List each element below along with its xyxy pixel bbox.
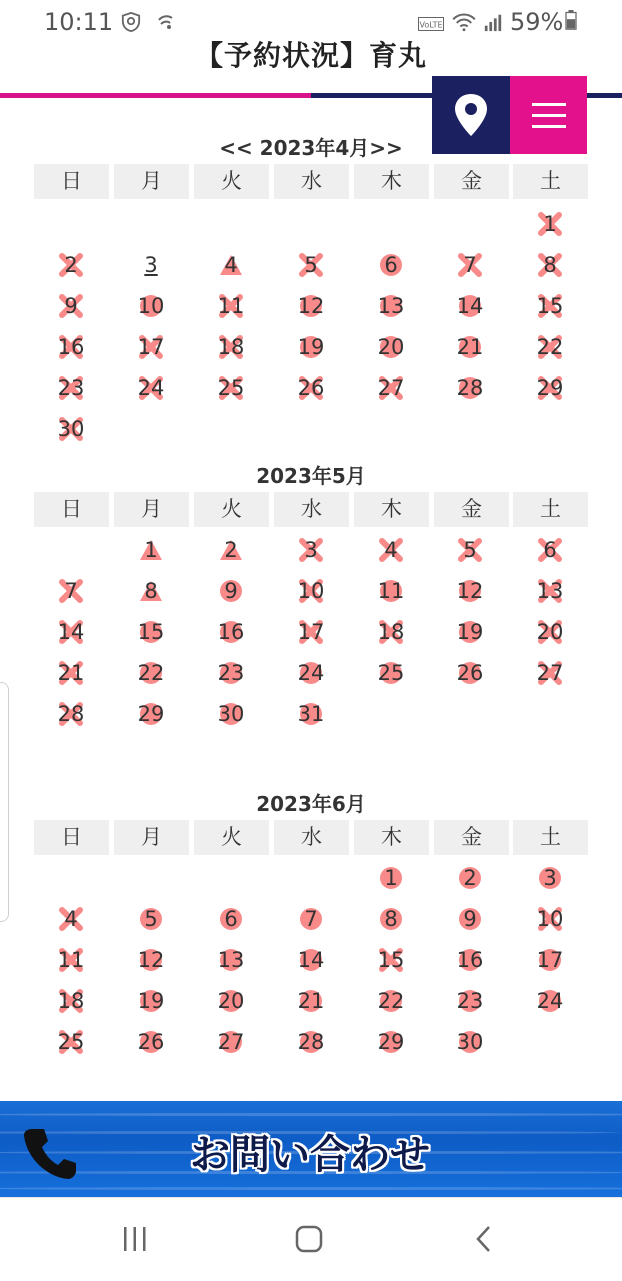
calendar-day[interactable] bbox=[450, 657, 490, 689]
calendar-day[interactable] bbox=[291, 249, 331, 281]
day-number: 1 bbox=[144, 538, 158, 562]
calendar-day[interactable] bbox=[291, 290, 331, 322]
battery-percent: 59% bbox=[510, 8, 564, 36]
calendar-day[interactable] bbox=[450, 575, 490, 607]
day-number: 11 bbox=[57, 948, 85, 972]
day-number: 15 bbox=[536, 294, 564, 318]
weekday-header: 水 bbox=[274, 492, 349, 527]
day-number: 13 bbox=[217, 948, 245, 972]
day-number: 26 bbox=[456, 661, 484, 685]
calendar-day[interactable] bbox=[51, 249, 91, 281]
day-number: 16 bbox=[217, 620, 245, 644]
day-number: 7 bbox=[463, 253, 477, 277]
day-number: 20 bbox=[217, 989, 245, 1013]
weekday-header: 木 bbox=[354, 164, 429, 199]
day-number: 1 bbox=[384, 866, 398, 890]
day-number: 22 bbox=[137, 661, 165, 685]
weekday-header: 木 bbox=[354, 492, 429, 527]
calendar-day[interactable] bbox=[291, 1026, 331, 1058]
calendar-day[interactable] bbox=[371, 534, 411, 566]
weekday-header: 日 bbox=[34, 820, 109, 855]
calendar-day[interactable] bbox=[291, 698, 331, 730]
calendar-day[interactable] bbox=[51, 616, 91, 648]
day-number: 2 bbox=[463, 866, 477, 890]
day-number: 20 bbox=[536, 620, 564, 644]
weekday-header: 水 bbox=[274, 164, 349, 199]
weekday-header: 月 bbox=[114, 820, 189, 855]
calendar-day[interactable] bbox=[131, 657, 171, 689]
calendar-day[interactable] bbox=[51, 372, 91, 404]
day-number: 17 bbox=[536, 948, 564, 972]
calendar-day[interactable] bbox=[51, 698, 91, 730]
day-number: 26 bbox=[137, 1030, 165, 1054]
day-number: 3 bbox=[543, 866, 557, 890]
calendar-day[interactable] bbox=[51, 1026, 91, 1058]
calendar-day[interactable] bbox=[131, 698, 171, 730]
calendar-day[interactable] bbox=[131, 1026, 171, 1058]
day-number: 14 bbox=[456, 294, 484, 318]
day-number: 29 bbox=[536, 376, 564, 400]
day-number: 3 bbox=[304, 538, 318, 562]
day-number: 2 bbox=[64, 253, 78, 277]
contact-banner[interactable] bbox=[0, 1101, 622, 1197]
calendar-day[interactable] bbox=[450, 1026, 490, 1058]
calendar-day[interactable] bbox=[530, 616, 570, 648]
day-number: 30 bbox=[217, 702, 245, 726]
calendar-day[interactable] bbox=[211, 698, 251, 730]
day-number: 13 bbox=[536, 579, 564, 603]
calendar-day[interactable] bbox=[131, 616, 171, 648]
weekday-header: 月 bbox=[114, 492, 189, 527]
calendar-day[interactable] bbox=[291, 985, 331, 1017]
day-number: 27 bbox=[536, 661, 564, 685]
day-number: 11 bbox=[217, 294, 245, 318]
day-number: 25 bbox=[57, 1030, 85, 1054]
page-title: 【予約状況】育丸 bbox=[194, 39, 427, 72]
calendar-day[interactable] bbox=[51, 290, 91, 322]
calendar-day[interactable] bbox=[291, 903, 331, 935]
calendar-day[interactable] bbox=[530, 331, 570, 363]
day-number: 24 bbox=[137, 376, 165, 400]
weekday-header: 土 bbox=[513, 820, 588, 855]
day-number: 23 bbox=[217, 661, 245, 685]
calendar-day[interactable] bbox=[530, 575, 570, 607]
calendar-day[interactable] bbox=[291, 944, 331, 976]
calendar-day[interactable] bbox=[211, 575, 251, 607]
day-number: 14 bbox=[297, 948, 325, 972]
calendar-day[interactable] bbox=[211, 1026, 251, 1058]
day-number: 24 bbox=[297, 661, 325, 685]
calendar-day[interactable] bbox=[450, 862, 490, 894]
day-number: 8 bbox=[144, 579, 158, 603]
calendar-day[interactable] bbox=[211, 616, 251, 648]
system-nav-bar bbox=[0, 1197, 622, 1281]
status-time: 10:11 bbox=[44, 8, 114, 36]
calendar-day[interactable] bbox=[51, 944, 91, 976]
calendar-day[interactable] bbox=[371, 1026, 411, 1058]
day-number: 5 bbox=[304, 253, 318, 277]
calendar-day[interactable] bbox=[291, 534, 331, 566]
day-number: 16 bbox=[57, 335, 85, 359]
header-stripe-pink bbox=[0, 93, 311, 98]
calendar-day[interactable] bbox=[530, 862, 570, 894]
weekday-header: 日 bbox=[34, 492, 109, 527]
day-number: 9 bbox=[463, 907, 477, 931]
day-number: 17 bbox=[297, 620, 325, 644]
weekday-header: 木 bbox=[354, 820, 429, 855]
day-number: 27 bbox=[377, 376, 405, 400]
calendar-day[interactable] bbox=[530, 290, 570, 322]
calendar-day[interactable] bbox=[211, 657, 251, 689]
calendar-day[interactable] bbox=[131, 903, 171, 935]
back-icon[interactable] bbox=[470, 1224, 500, 1254]
day-number: 14 bbox=[57, 620, 85, 644]
weekday-header: 火 bbox=[194, 164, 269, 199]
recents-icon[interactable] bbox=[120, 1224, 150, 1254]
day-number: 7 bbox=[304, 907, 318, 931]
calendar-day[interactable] bbox=[131, 575, 171, 607]
day-number: 20 bbox=[377, 335, 405, 359]
calendar-day[interactable] bbox=[371, 944, 411, 976]
day-number: 28 bbox=[57, 702, 85, 726]
weekday-header: 火 bbox=[194, 492, 269, 527]
calendar-day[interactable] bbox=[371, 290, 411, 322]
day-number: 28 bbox=[297, 1030, 325, 1054]
day-number: 1 bbox=[543, 212, 557, 236]
calendar-day[interactable] bbox=[211, 290, 251, 322]
calendar-day[interactable] bbox=[131, 372, 171, 404]
call-forward-icon bbox=[156, 12, 176, 32]
day-number: 28 bbox=[456, 376, 484, 400]
calendar-day[interactable] bbox=[211, 372, 251, 404]
phone-icon bbox=[22, 1125, 78, 1181]
day-number: 5 bbox=[463, 538, 477, 562]
calendar-day[interactable] bbox=[450, 534, 490, 566]
calendar-day[interactable] bbox=[530, 944, 570, 976]
weekday-header: 月 bbox=[114, 164, 189, 199]
calendar-day[interactable] bbox=[291, 575, 331, 607]
calendar-day[interactable] bbox=[131, 985, 171, 1017]
weekday-header: 金 bbox=[434, 164, 509, 199]
home-icon[interactable] bbox=[294, 1224, 324, 1254]
weekday-header: 水 bbox=[274, 820, 349, 855]
calendar-day[interactable] bbox=[530, 903, 570, 935]
calendar-day[interactable] bbox=[371, 657, 411, 689]
day-number: 18 bbox=[217, 335, 245, 359]
calendar-day[interactable] bbox=[51, 903, 91, 935]
day-number: 18 bbox=[57, 989, 85, 1013]
weekday-header: 土 bbox=[513, 492, 588, 527]
calendar-day[interactable] bbox=[51, 575, 91, 607]
month-title: 2023年5月 bbox=[256, 464, 366, 488]
calendar-day[interactable] bbox=[371, 903, 411, 935]
calendar-day[interactable] bbox=[530, 249, 570, 281]
day-number: 29 bbox=[377, 1030, 405, 1054]
calendar-day[interactable] bbox=[211, 249, 251, 281]
calendar-day[interactable] bbox=[530, 372, 570, 404]
calendar-day[interactable] bbox=[530, 534, 570, 566]
day-number: 17 bbox=[137, 335, 165, 359]
day-number: 23 bbox=[456, 989, 484, 1013]
calendar-day[interactable] bbox=[291, 331, 331, 363]
day-number: 2 bbox=[224, 538, 238, 562]
calendar-day[interactable] bbox=[450, 985, 490, 1017]
day-number: 6 bbox=[224, 907, 238, 931]
day-number: 8 bbox=[543, 253, 557, 277]
month-title[interactable]: << 2023年4月>> bbox=[219, 136, 403, 160]
day-number: 22 bbox=[536, 335, 564, 359]
hamburger-icon bbox=[532, 103, 566, 106]
calendar-day[interactable] bbox=[291, 616, 331, 648]
day-number: 21 bbox=[297, 989, 325, 1013]
day-number: 21 bbox=[456, 335, 484, 359]
contact-label: お問い合わせ bbox=[190, 1132, 430, 1178]
day-number: 24 bbox=[536, 989, 564, 1013]
day-number: 3 bbox=[144, 253, 158, 277]
day-number: 4 bbox=[224, 253, 238, 277]
day-number: 21 bbox=[57, 661, 85, 685]
calendar-day[interactable] bbox=[450, 616, 490, 648]
weekday-header: 日 bbox=[34, 164, 109, 199]
day-number: 4 bbox=[384, 538, 398, 562]
day-number: 10 bbox=[297, 579, 325, 603]
day-number: 30 bbox=[456, 1030, 484, 1054]
day-number: 9 bbox=[64, 294, 78, 318]
volte-icon bbox=[418, 14, 444, 34]
day-number: 6 bbox=[543, 538, 557, 562]
calendar-day[interactable] bbox=[530, 657, 570, 689]
calendar-day[interactable] bbox=[371, 372, 411, 404]
day-number: 4 bbox=[64, 907, 78, 931]
day-number: 5 bbox=[144, 907, 158, 931]
calendar-day[interactable] bbox=[131, 331, 171, 363]
day-number: 13 bbox=[377, 294, 405, 318]
shield-icon bbox=[120, 12, 142, 32]
calendar-day[interactable] bbox=[371, 862, 411, 894]
weekday-header: 火 bbox=[194, 820, 269, 855]
calendar-day[interactable] bbox=[131, 249, 171, 281]
signal-icon bbox=[482, 12, 504, 32]
weekday-header: 土 bbox=[513, 164, 588, 199]
day-number: 25 bbox=[217, 376, 245, 400]
weekday-header: 金 bbox=[434, 820, 509, 855]
calendar-day[interactable] bbox=[131, 944, 171, 976]
day-number: 9 bbox=[224, 579, 238, 603]
calendar-day[interactable] bbox=[211, 534, 251, 566]
day-number: 8 bbox=[384, 907, 398, 931]
calendar-day[interactable] bbox=[450, 372, 490, 404]
calendar-day[interactable] bbox=[131, 534, 171, 566]
calendar-day[interactable] bbox=[450, 249, 490, 281]
day-number: 16 bbox=[456, 948, 484, 972]
svg-text:VoLTE: VoLTE bbox=[419, 20, 443, 30]
day-number: 15 bbox=[377, 948, 405, 972]
calendar-day[interactable] bbox=[530, 208, 570, 240]
weekday-header: 金 bbox=[434, 492, 509, 527]
calendar-day[interactable] bbox=[131, 290, 171, 322]
day-number: 31 bbox=[297, 702, 325, 726]
calendar-day[interactable] bbox=[291, 372, 331, 404]
calendar-day[interactable] bbox=[450, 290, 490, 322]
day-number: 27 bbox=[217, 1030, 245, 1054]
day-number: 19 bbox=[297, 335, 325, 359]
edge-panel-handle[interactable] bbox=[0, 682, 9, 922]
day-number: 12 bbox=[456, 579, 484, 603]
day-number: 18 bbox=[377, 620, 405, 644]
day-number: 26 bbox=[297, 376, 325, 400]
calendar-day[interactable] bbox=[51, 985, 91, 1017]
day-number: 10 bbox=[137, 294, 165, 318]
calendar-day[interactable] bbox=[211, 331, 251, 363]
calendar-day[interactable] bbox=[450, 331, 490, 363]
calendar-day[interactable] bbox=[211, 903, 251, 935]
calendar-day[interactable] bbox=[371, 575, 411, 607]
calendar-day[interactable] bbox=[51, 657, 91, 689]
calendar-day[interactable] bbox=[450, 903, 490, 935]
calendar-day[interactable] bbox=[51, 331, 91, 363]
battery-icon bbox=[564, 10, 578, 30]
day-number: 22 bbox=[377, 989, 405, 1013]
calendar-day[interactable] bbox=[530, 985, 570, 1017]
wifi-icon bbox=[450, 12, 478, 32]
calendar-day[interactable] bbox=[211, 985, 251, 1017]
calendar-day[interactable] bbox=[211, 944, 251, 976]
day-number: 15 bbox=[137, 620, 165, 644]
day-number: 11 bbox=[377, 579, 405, 603]
day-number: 6 bbox=[384, 253, 398, 277]
day-number: 7 bbox=[64, 579, 78, 603]
calendar-day[interactable] bbox=[51, 413, 91, 445]
day-number: 25 bbox=[377, 661, 405, 685]
calendar-day[interactable] bbox=[291, 657, 331, 689]
day-number: 10 bbox=[536, 907, 564, 931]
calendar-day[interactable] bbox=[371, 616, 411, 648]
day-number: 12 bbox=[137, 948, 165, 972]
day-number: 29 bbox=[137, 702, 165, 726]
calendar-day[interactable] bbox=[450, 944, 490, 976]
month-title: 2023年6月 bbox=[256, 792, 366, 816]
day-number: 12 bbox=[297, 294, 325, 318]
day-number: 30 bbox=[57, 417, 85, 441]
calendar-day[interactable] bbox=[371, 249, 411, 281]
day-number: 23 bbox=[57, 376, 85, 400]
calendar-day[interactable] bbox=[371, 985, 411, 1017]
calendar-day[interactable] bbox=[371, 331, 411, 363]
day-number: 19 bbox=[456, 620, 484, 644]
day-number: 19 bbox=[137, 989, 165, 1013]
